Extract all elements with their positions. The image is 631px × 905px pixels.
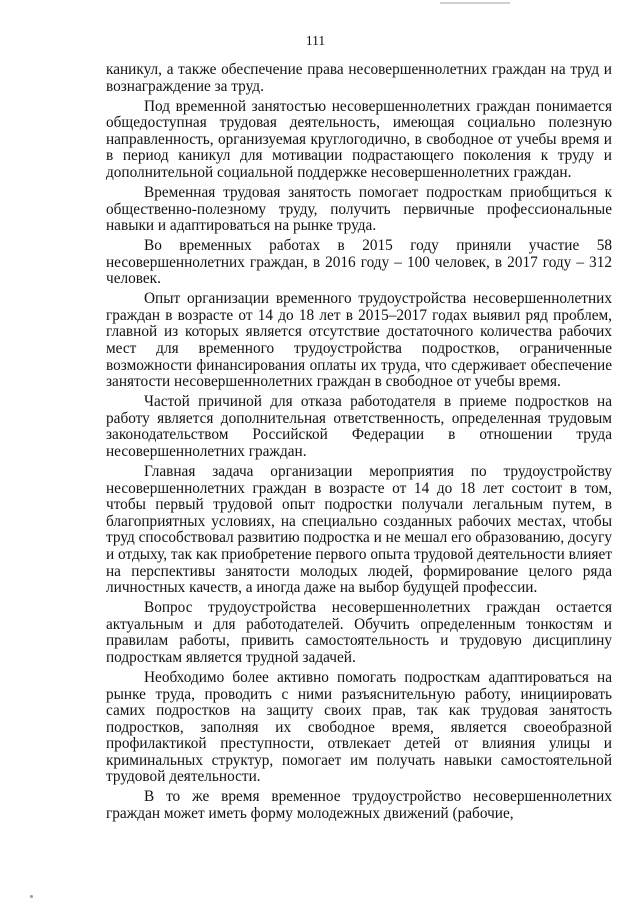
paragraph-9: Необходимо более активно помогать подросткам адаптироваться на рынке труда, проводить с ними разъяснительную работу, инициировать самих подростков на защиту своих прав, так как трудовая занятость подростков, заполняя их свободное время, является своеобразной профилактикой преступности, отвлекает детей от влияния улицы и криминальных структур, помогает им получать навыки самостоятельной трудовой деятельности. [106,668,612,786]
paragraph-6: Частой причиной для отказа работодателя в приеме подростков на работу является дополнительная ответственность, определенная трудовым законодательством Российской Федерации в отношении труда несовершеннолетних граждан. [106,393,612,461]
page-number: 111 [305,33,326,48]
paragraph-4: Во временных работах в 2015 году приняли участие 58 несовершеннолетних граждан, в 2016 году – 100 человек, в 2017 году – 312 человек. [106,237,612,288]
paragraph-10: В то же время временное трудоустройство несовершеннолетних граждан может иметь форму молодежных движений (рабочие, [106,788,612,823]
scan-edge-mark [440,2,510,4]
paragraph-5: Опыт организации временного трудоустройства несовершеннолетних граждан в возрасте от 14 до 18 лет в 2015–2017 годах выявил ряд проблем, главной из которых является отсутствие достаточного количества рабочих мест для временного трудоустройства подростков, ограниченные возможности финансирования оплаты их труда, что сдерживает обеспечение занятости несовершеннолетних граждан в свободное от учебы время. [106,290,612,391]
body-text [106,62,612,826]
scan-speck [30,895,33,898]
paragraph-3: Временная трудовая занятость помогает подросткам приобщиться к общественно-полезному труду, получить первичные профессиональные навыки и адаптироваться на рынке труда. [106,183,612,235]
paragraph-8: Вопрос трудоустройства несовершеннолетних граждан остается актуальным и для работодателей. Обучить определенным тонкостям и правилам работы, привить самостоятельность и трудовую дисциплину подросткам является трудной задачей. [106,599,612,666]
paragraph-7: Главная задача организации мероприятия по трудоустройству несовершеннолетних граждан в возрасте от 14 до 18 лет состоит в том, чтобы первый трудовой опыт подростки получали легальным путем, в благоприятных условиях, на специально созданных рабочих местах, чтобы труд способствовал развитию подростка и не мешал его образованию, досугу и отдыху, так как приобретение первого опыта трудовой деятельности влияет на перспективы занятости молодых людей, формирование целого ряда личностных качеств, а иногда даже на выбор будущей профессии. [106,463,612,597]
paragraph-2: Под временной занятостью несовершеннолетних граждан понимается общедоступная трудовая деятельность, имеющая социально полезную направленность, организуемая круглогодично, в свободное от учебы время и в период каникул для мотивации подрастающего поколения к труду и дополнительной социальной поддержке несовершеннолетних граждан. [106,97,612,181]
paragraph-1: каникул, а также обеспечение права несовершеннолетних граждан на труд и вознаграждение за труд. [106,61,612,95]
